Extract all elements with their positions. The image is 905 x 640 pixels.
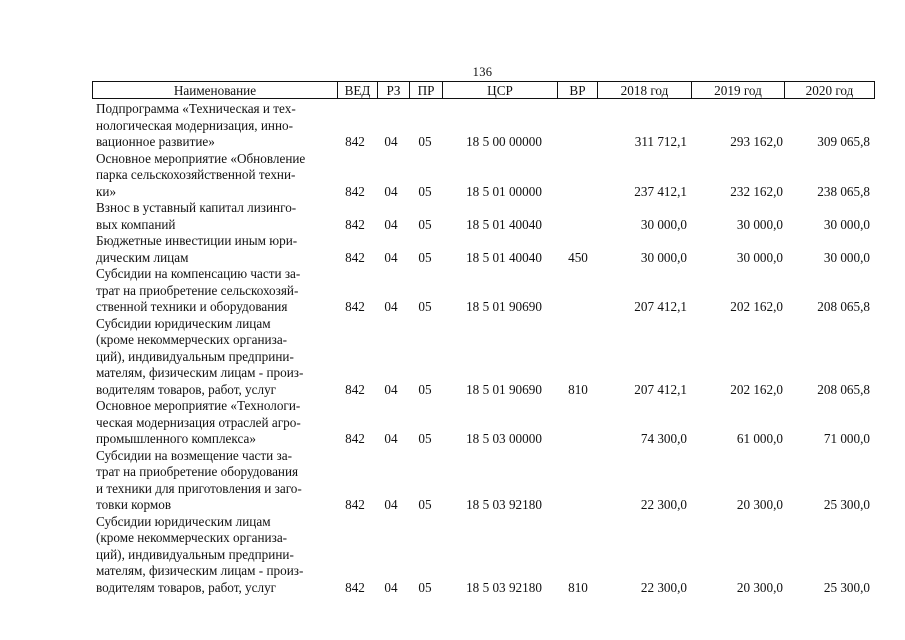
cell-y2018: 30 000,0 bbox=[640, 216, 687, 232]
cell-pr: 05 bbox=[418, 216, 432, 232]
column-header-rz: РЗ bbox=[377, 82, 409, 98]
cell-ved: 842 bbox=[345, 579, 365, 595]
cell-ved: 842 bbox=[345, 216, 365, 232]
cell-y2018: 207 412,1 bbox=[634, 381, 687, 397]
row-name-line: и техники для приготовления и заго- bbox=[96, 480, 302, 496]
table-row bbox=[0, 316, 905, 399]
cell-y2020: 208 065,8 bbox=[817, 381, 870, 397]
cell-rz: 04 bbox=[384, 249, 398, 265]
cell-rz: 04 bbox=[384, 299, 398, 314]
cell-vr: 810 bbox=[568, 381, 588, 397]
row-name-line: Взнос в уставный капитал лизинго- bbox=[96, 200, 297, 215]
cell-ved: 842 bbox=[345, 299, 365, 314]
row-name-line: трат на приобретение сельскохозяй- bbox=[96, 282, 299, 298]
cell-ved: 842 bbox=[345, 381, 365, 397]
cell-ved: 842 bbox=[345, 134, 365, 149]
cell-y2019: 30 000,0 bbox=[736, 216, 783, 232]
row-name-line: дическим лицам bbox=[96, 249, 189, 265]
cell-csr: 18 5 01 40040 bbox=[466, 216, 542, 232]
row-name-line: нологическая модернизация, инно- bbox=[96, 117, 294, 133]
cell-rz: 04 bbox=[384, 183, 398, 199]
cell-y2020: 30 000,0 bbox=[823, 249, 870, 265]
cell-csr: 18 5 00 00000 bbox=[466, 134, 542, 149]
row-name-line: Подпрограмма «Техническая и тех- bbox=[96, 101, 296, 116]
row-name-line: товки кормов bbox=[96, 497, 172, 512]
cell-y2018: 237 412,1 bbox=[634, 183, 687, 199]
cell-csr: 18 5 01 90690 bbox=[466, 381, 542, 397]
cell-pr: 05 bbox=[418, 497, 432, 512]
cell-pr: 05 bbox=[418, 299, 432, 314]
cell-y2019: 30 000,0 bbox=[736, 249, 783, 265]
table-header bbox=[92, 81, 875, 99]
row-name-line: Субсидии юридическим лицам bbox=[96, 513, 271, 529]
cell-y2018: 22 300,0 bbox=[640, 497, 687, 512]
cell-y2019: 232 162,0 bbox=[730, 183, 783, 199]
table-row bbox=[0, 448, 905, 514]
cell-ved: 842 bbox=[345, 431, 365, 446]
row-name-line: мателям, физическим лицам - произ- bbox=[96, 563, 304, 578]
cell-y2018: 74 300,0 bbox=[640, 431, 687, 446]
cell-ved: 842 bbox=[345, 497, 365, 512]
row-name-line: мателям, физическим лицам - произ- bbox=[96, 365, 304, 380]
column-header-pr: ПР bbox=[409, 82, 442, 98]
cell-rz: 04 bbox=[384, 497, 398, 512]
row-name-line: (кроме некоммерческих организа- bbox=[96, 332, 288, 347]
row-name-line: ций), индивидуальным предприни- bbox=[96, 348, 294, 364]
cell-pr: 05 bbox=[418, 381, 432, 397]
cell-y2019: 293 162,0 bbox=[730, 134, 783, 149]
table-row bbox=[0, 514, 905, 597]
cell-y2018: 207 412,1 bbox=[634, 299, 687, 314]
row-name-line: Бюджетные инвестиции иным юри- bbox=[96, 233, 298, 248]
row-name-line: ческая модернизация отраслей агро- bbox=[96, 414, 301, 430]
cell-rz: 04 bbox=[384, 216, 398, 232]
row-name-line: ций), индивидуальным предприни- bbox=[96, 546, 294, 562]
cell-vr: 810 bbox=[568, 579, 588, 595]
column-header-vr: ВР bbox=[557, 82, 597, 98]
table-row bbox=[0, 151, 905, 201]
row-name-line: вационное развитие» bbox=[96, 134, 215, 149]
cell-pr: 05 bbox=[418, 579, 432, 595]
row-name-line: Субсидии на компенсацию части за- bbox=[96, 266, 301, 281]
row-name-line: трат на приобретение оборудования bbox=[96, 464, 299, 479]
cell-rz: 04 bbox=[384, 134, 398, 149]
cell-y2019: 20 300,0 bbox=[736, 579, 783, 595]
table-row bbox=[0, 398, 905, 448]
column-header-2018: 2018 год bbox=[597, 82, 691, 98]
cell-csr: 18 5 03 92180 bbox=[466, 579, 542, 595]
cell-csr: 18 5 01 00000 bbox=[466, 183, 542, 199]
row-name-line: Основное мероприятие «Обновление bbox=[96, 150, 306, 166]
row-name-line: ственной техники и оборудования bbox=[96, 299, 288, 314]
cell-vr: 450 bbox=[568, 249, 588, 265]
cell-y2020: 25 300,0 bbox=[823, 579, 870, 595]
cell-csr: 18 5 01 40040 bbox=[466, 249, 542, 265]
column-header-csr: ЦСР bbox=[442, 82, 557, 98]
row-name-line: ки» bbox=[96, 183, 117, 199]
cell-pr: 05 bbox=[418, 431, 432, 446]
cell-y2020: 71 000,0 bbox=[823, 431, 870, 446]
cell-ved: 842 bbox=[345, 183, 365, 199]
cell-csr: 18 5 01 90690 bbox=[466, 299, 542, 314]
cell-pr: 05 bbox=[418, 134, 432, 149]
cell-csr: 18 5 03 92180 bbox=[466, 497, 542, 512]
cell-y2019: 202 162,0 bbox=[730, 299, 783, 314]
row-name-line: парка сельскохозяйственной техни- bbox=[96, 167, 296, 182]
column-header-name: Наименование bbox=[173, 83, 257, 98]
table-row bbox=[0, 266, 905, 316]
row-name-line: водителям товаров, работ, услуг bbox=[96, 381, 277, 397]
cell-y2018: 30 000,0 bbox=[640, 249, 687, 265]
cell-y2020: 30 000,0 bbox=[823, 216, 870, 232]
cell-y2019: 20 300,0 bbox=[736, 497, 783, 512]
column-header-ved: ВЕД bbox=[337, 82, 377, 98]
row-name-line: Субсидии на возмещение части за- bbox=[96, 447, 292, 463]
cell-y2019: 61 000,0 bbox=[736, 431, 783, 446]
column-header-2020: 2020 год bbox=[784, 82, 874, 98]
row-name-line: промышленного комплекса» bbox=[96, 431, 256, 446]
column-header-2019: 2019 год bbox=[691, 82, 784, 98]
cell-y2020: 208 065,8 bbox=[817, 299, 870, 314]
cell-rz: 04 bbox=[384, 431, 398, 446]
row-name-line: вых компаний bbox=[96, 216, 176, 232]
cell-y2020: 309 065,8 bbox=[817, 134, 870, 149]
cell-y2020: 25 300,0 bbox=[823, 497, 870, 512]
cell-y2020: 238 065,8 bbox=[817, 183, 870, 199]
cell-csr: 18 5 03 00000 bbox=[466, 431, 542, 446]
table-row bbox=[0, 200, 905, 233]
table-row bbox=[0, 233, 905, 266]
table-row bbox=[0, 101, 905, 151]
cell-y2019: 202 162,0 bbox=[730, 381, 783, 397]
cell-rz: 04 bbox=[384, 381, 398, 397]
cell-pr: 05 bbox=[418, 183, 432, 199]
page-number: 136 bbox=[472, 65, 493, 79]
cell-y2018: 311 712,1 bbox=[634, 134, 687, 149]
row-name-line: (кроме некоммерческих организа- bbox=[96, 530, 288, 545]
row-name-line: Основное мероприятие «Технологи- bbox=[96, 398, 301, 413]
row-name-line: Субсидии юридическим лицам bbox=[96, 315, 271, 331]
cell-pr: 05 bbox=[418, 249, 432, 265]
cell-ved: 842 bbox=[345, 249, 365, 265]
row-name-line: водителям товаров, работ, услуг bbox=[96, 579, 277, 595]
cell-rz: 04 bbox=[384, 579, 398, 595]
cell-y2018: 22 300,0 bbox=[640, 579, 687, 595]
